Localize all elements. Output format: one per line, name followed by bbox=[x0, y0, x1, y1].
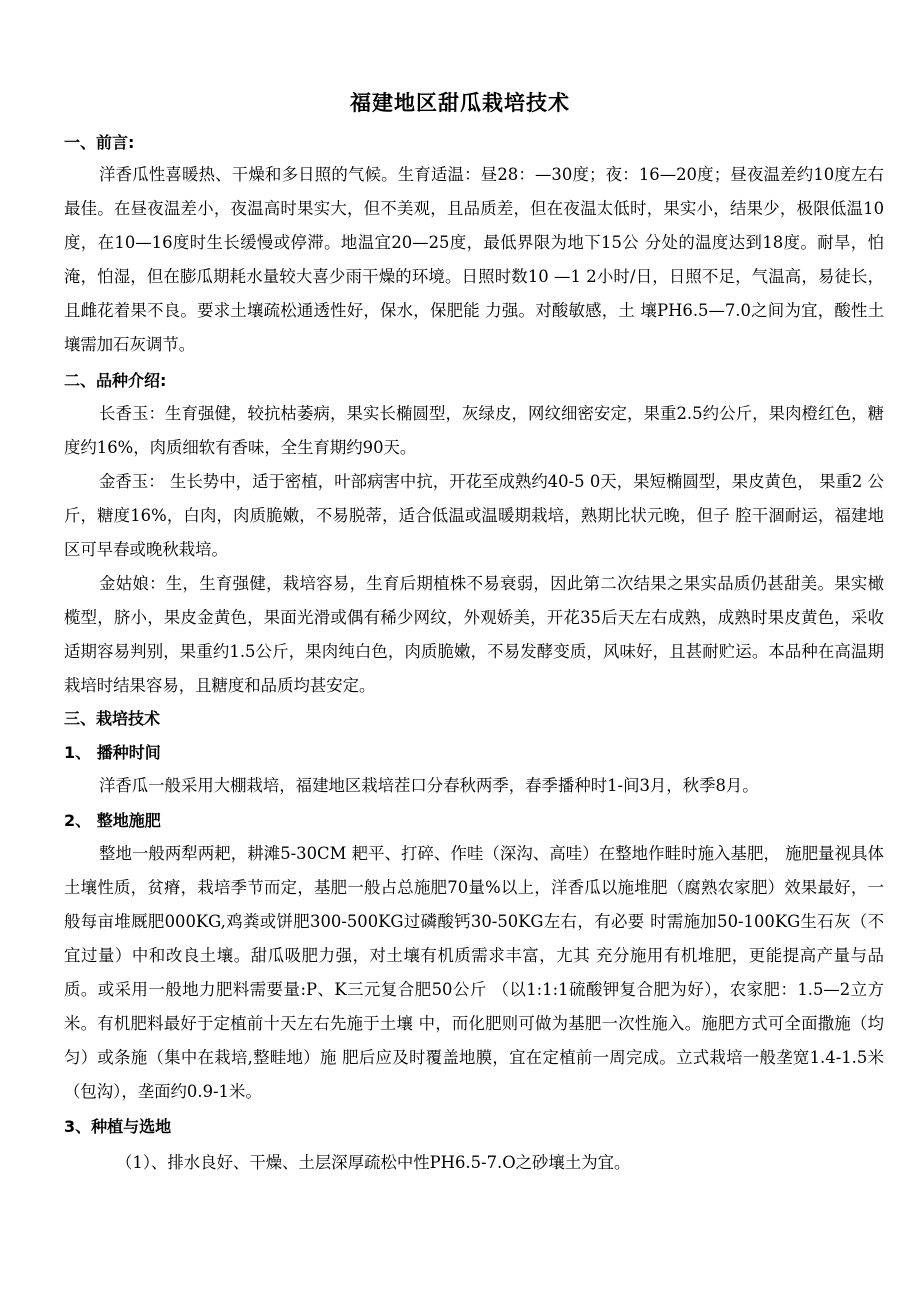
planting-item-1: （1）、排水良好、干燥、土层深厚疏松中性PH6.5-7.O之砂壤土为宜。 bbox=[116, 1153, 631, 1172]
section-heading-varieties: 二、品种介绍: bbox=[64, 371, 167, 390]
subsection-heading-fertilizing: 2、 整地施肥 bbox=[64, 811, 161, 830]
fertilizing-paragraph: 整地一般两犁两耙，耕滩5-30CM 耙平、打碎、作哇（深沟、高哇）在整地作畦时施入基肥， 施肥量视具体土壤性质，贫瘠，栽培季节而定，基肥一般占总施肥70量%以上，洋香瓜以施堆肥（腐熟农家肥）效果最好，一般每亩堆厩肥000KG,鸡粪或饼肥300-500KG过磷酸钙30-50KG左右，有必要 时需施加50-100KG生石灰（不宜过量）中和改良土壤。甜瓜吸肥力强，对土壤有机质需求丰富，尢其 充分施用有机堆肥，更能提高产量与品质。或采用一般地力肥料需要量:P、K三元复合肥50公斤 （以1:1:1硫酸钾复合肥为好），农家肥：1.5—2立方米。有机肥料最好于定植前十天左右先施于土壤 中，而化肥则可做为基肥一次性施入。施肥方式可全面撒施（均匀）或条施（集中在栽培,整畦地）施 肥后应及时覆盖地膜，宜在定植前一周完成。立式栽培一般垄宽1.4-1.5米（包沟），垄面约0.9-1米。 bbox=[64, 844, 884, 1101]
section-heading-cultivation: 三、栽培技术 bbox=[64, 709, 161, 728]
variety-paragraph-changxiangyu: 长香玉：生育强健，较抗枯萎病，果实长椭圆型，灰绿皮，网纹细密安定，果重2.5约公斤，果肉橙红色，糖度约16%，肉质细软有香味，全生育期约90天。 bbox=[64, 404, 884, 457]
section-heading-intro: 一、前言: bbox=[64, 133, 135, 152]
intro-paragraph: 洋香瓜性喜暖热、干燥和多日照的气候。生育适温：昼28：—30度；夜：16—20度；昼夜温差约10度左右最佳。在昼夜温差小，夜温高时果实大，但不美观，且品质差，但在夜温太低时，果实小，结果少，极限低温10度，在10—16度时生长缓慢或停滞。地温宜20—25度，最低界限为地下15公 分处的温度达到18度。耐旱，怕淹，怕湿，但在膨瓜期耗水量较大喜少雨干燥的环境。日照时数10 —1 2小时/日，日照不足，气温高，易徒长，且雌花着果不良。要求土壤疏松通透性好，保水，保肥能 力强。对酸敏感，土 壤PH6.5—7.0之间为宜，酸性土壤需加石灰调节。 bbox=[64, 165, 884, 354]
subsection-heading-sowing: 1、 播种时间 bbox=[64, 743, 161, 762]
document-title: 福建地区甜瓜栽培技术 bbox=[350, 91, 570, 115]
variety-paragraph-jinguniang: 金姑娘：生，生育强健，栽培容易，生育后期植株不易衰弱，因此第二次结果之果实品质仍甚甜美。果实橄榄型，脐小，果皮金黄色，果面光滑或偶有稀少网纹，外观娇美，开花35后天左右成熟，成熟时果皮黄色，采收适期容易判别，果重约1.5公斤，果肉纯白色，肉质脆嫩，不易发酵变质，风味好，且甚耐贮运。本品种在高温期栽培时结果容易，且糖度和品质均甚安定。 bbox=[64, 574, 884, 695]
variety-paragraph-jinxiangyu: 金香玉： 生长势中，适于密植，叶部病害中抗，开花至成熟约40-5 0天，果短椭圆型，果皮黄色， 果重2 公斤，糖度16%，白肉，肉质脆嫩，不易脱蒂，适合低温或温暖期栽培，熟期比状元晚，但子 腔干涸耐运，福建地区可早春或晚秋栽培。 bbox=[64, 472, 884, 559]
sowing-paragraph: 洋香瓜一般采用大棚栽培，福建地区栽培茬口分春秋两季，春季播种时1-间3月，秋季8月。 bbox=[99, 776, 759, 795]
subsection-heading-planting: 3、种植与选地 bbox=[64, 1117, 172, 1136]
